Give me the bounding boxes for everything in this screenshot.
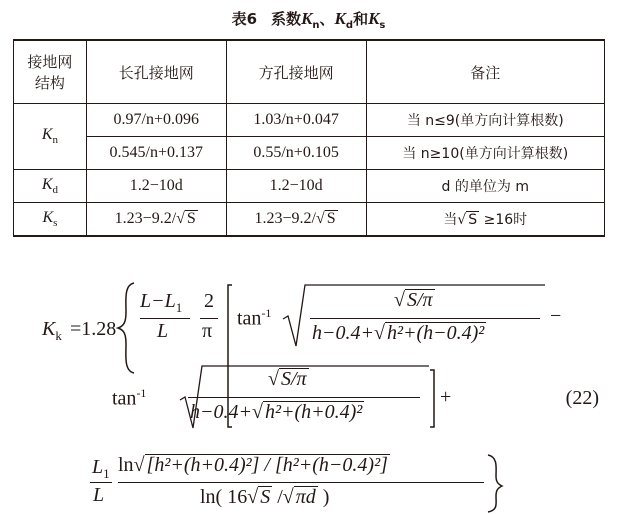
right-bracket (430, 370, 434, 427)
caption-kd-sub: d (345, 20, 354, 31)
ln-denominator: ln( 16√ S /√ πd ) (200, 486, 330, 508)
cell-ks-long: 1.23−9.2/√ S (86, 203, 226, 237)
row-label-kn: $K_n$ (14, 104, 87, 170)
frac3-bar (90, 482, 112, 483)
caption-sep: 、 (319, 10, 335, 28)
cell-kn1-long: 0.97/n+0.096 (86, 104, 226, 137)
tan-1: $\tan^{-1}$ (237, 306, 272, 330)
caption-kn-sub: n (312, 20, 320, 31)
inner-den-1: h−0.4+√ h²+(h−0.4)² (312, 322, 485, 344)
cell-kn2-long: 0.545/n+0.137 (86, 137, 226, 170)
frac3-denominator: L (93, 484, 105, 506)
frac2-numerator: 2 (204, 290, 214, 312)
cell-kd-long: 1.2−10d (86, 170, 226, 203)
frac2-bar (200, 318, 218, 319)
row-label-ks: $K_s$ (14, 203, 87, 237)
header-long-hole: 长孔接地网 (86, 40, 226, 104)
frac2-denominator: π (202, 320, 213, 342)
caption-kn: K (301, 9, 313, 28)
caption-title-word: 系数 (271, 10, 302, 28)
right-brace (488, 455, 502, 512)
caption-kd: K (334, 9, 346, 28)
plus-sign: + (440, 386, 452, 408)
formula-coef: =1.28 (70, 318, 117, 340)
inner-bar-2 (188, 397, 420, 398)
row-label-kd: $K_d$ (14, 170, 87, 203)
cell-kd-note: d 的单位为 m (366, 170, 604, 203)
formula-lhs: $K_k$ (42, 318, 62, 343)
inner-den-2: h−0.4+√ h²+(h+0.4)² (190, 401, 363, 423)
header-notes: 备注 (366, 40, 604, 104)
cell-kn2-square: 0.55/n+0.105 (226, 137, 366, 170)
left-brace (118, 283, 134, 373)
caption-and: 和 (353, 10, 369, 28)
ln-numerator: ln√ [h²+(h+0.4)²] / [h²+(h−0.4)²] (118, 454, 388, 476)
frac1-numerator: $L-L_1$ (140, 290, 183, 315)
inner-num-2: √ S/π (268, 368, 307, 390)
cell-kn1-note: 当 n≤9(单方向计算根数) (366, 104, 604, 137)
caption-prefix: 表6 (231, 10, 258, 28)
cell-kn2-note: 当 n≥10(单方向计算根数) (366, 137, 604, 170)
tan-2: $\tan^{-1}$ (112, 386, 147, 410)
frac1-denominator: L (157, 320, 169, 342)
caption-ks: K (368, 9, 380, 28)
minus-sign: − (550, 305, 562, 327)
header-structure-line2: 结构 (34, 74, 65, 92)
ln-bar (118, 482, 484, 483)
header-square-hole: 方孔接地网 (226, 40, 366, 104)
frac3-numerator: $L_1$ (92, 456, 110, 481)
caption-ks-sub: s (379, 20, 386, 31)
cell-kn1-square: 1.03/n+0.047 (226, 104, 366, 137)
equation-number: (22) (565, 387, 599, 409)
inner-bar-1 (310, 318, 540, 319)
frac1-bar (140, 318, 190, 319)
header-structure-line1: 接地网 (27, 53, 73, 71)
cell-kd-square: 1.2−10d (226, 170, 366, 203)
cell-ks-note: 当√ S ≥16时 (366, 203, 604, 237)
cell-ks-square: 1.23−9.2/√ S (226, 203, 366, 237)
inner-num-1: √ S/π (394, 289, 433, 311)
